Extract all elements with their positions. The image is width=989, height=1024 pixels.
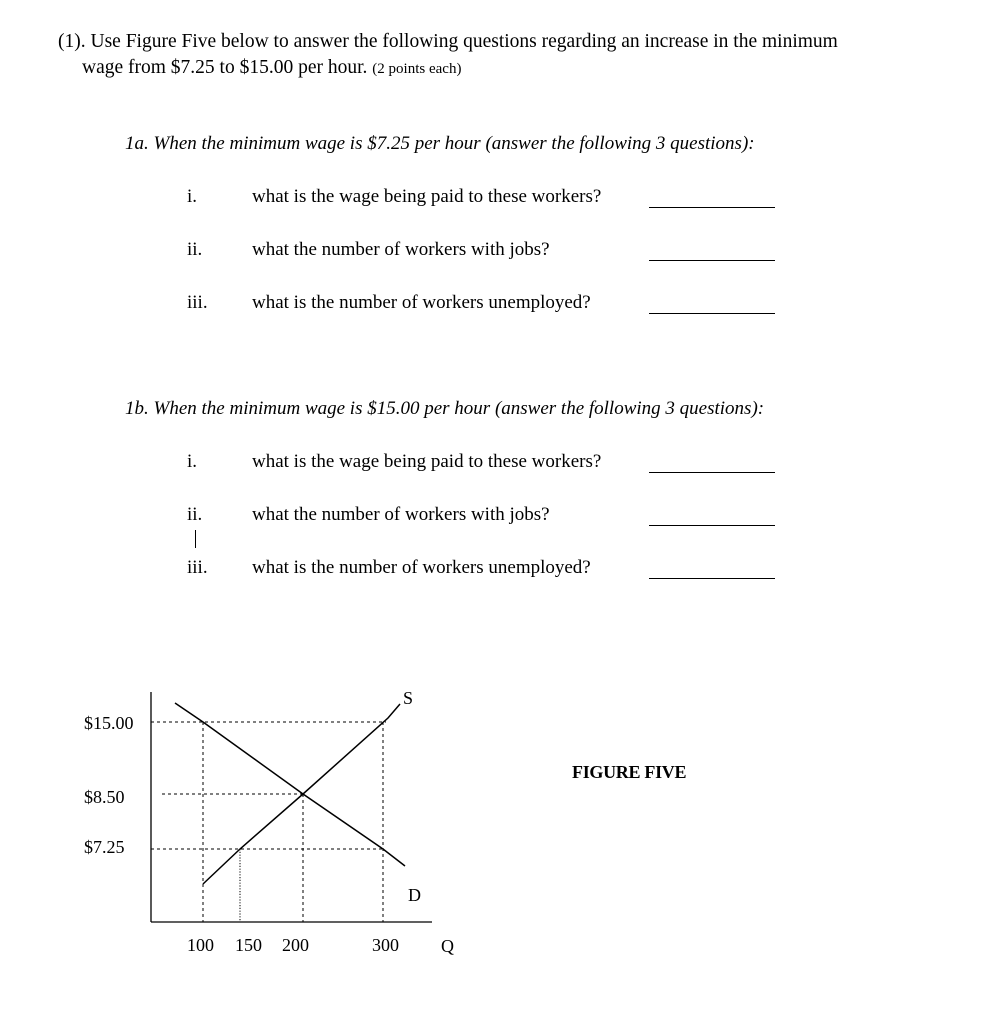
intro-line-2: wage from $7.25 to $15.00 per hour. [82,57,368,78]
y-tick-8-50: $8.50 [84,787,125,807]
y-tick-15: $15.00 [84,713,134,733]
part-b-heading: 1b. When the minimum wage is $15.00 per hour (answer the following 3 questions): [125,398,765,419]
part-a-question-3: what is the number of workers unemployed? [252,292,591,313]
part-a-question-1: what is the wage being paid to these workers? [252,186,602,207]
x-tick-100: 100 [187,935,214,955]
y-tick-7-25: $7.25 [84,837,125,857]
figure-label: FIGURE FIVE [572,762,687,782]
intro-line-1: Use Figure Five below to answer the following questions regarding an increase in the minimum [90,31,838,52]
supply-label: S [403,688,414,708]
part-a-numeral-3: iii. [187,292,208,313]
part-b-question-1: what is the wage being paid to these workers? [252,451,602,472]
part-b-question-3: what is the number of workers unemployed? [252,557,591,578]
points-note: (2 points each) [372,61,462,77]
part-a-numeral-1: i. [187,186,198,207]
x-axis-label: Q [441,936,454,956]
part-b-numeral-3: iii. [187,557,208,578]
x-tick-150: 150 [235,935,262,955]
x-tick-300: 300 [372,935,399,955]
demand-label: D [408,885,421,905]
part-b-numeral-1: i. [187,451,198,472]
part-b-numeral-2: ii. [187,504,203,525]
question-number: (1). [58,31,86,52]
part-a-heading: 1a. When the minimum wage is $7.25 per hour (answer the following 3 questions): [125,133,755,154]
part-a-question-2: what the number of workers with jobs? [252,239,550,260]
demand-curve [175,703,405,866]
part-a-numeral-2: ii. [187,239,203,260]
x-tick-200: 200 [282,935,309,955]
part-b-question-2: what the number of workers with jobs? [252,504,550,525]
